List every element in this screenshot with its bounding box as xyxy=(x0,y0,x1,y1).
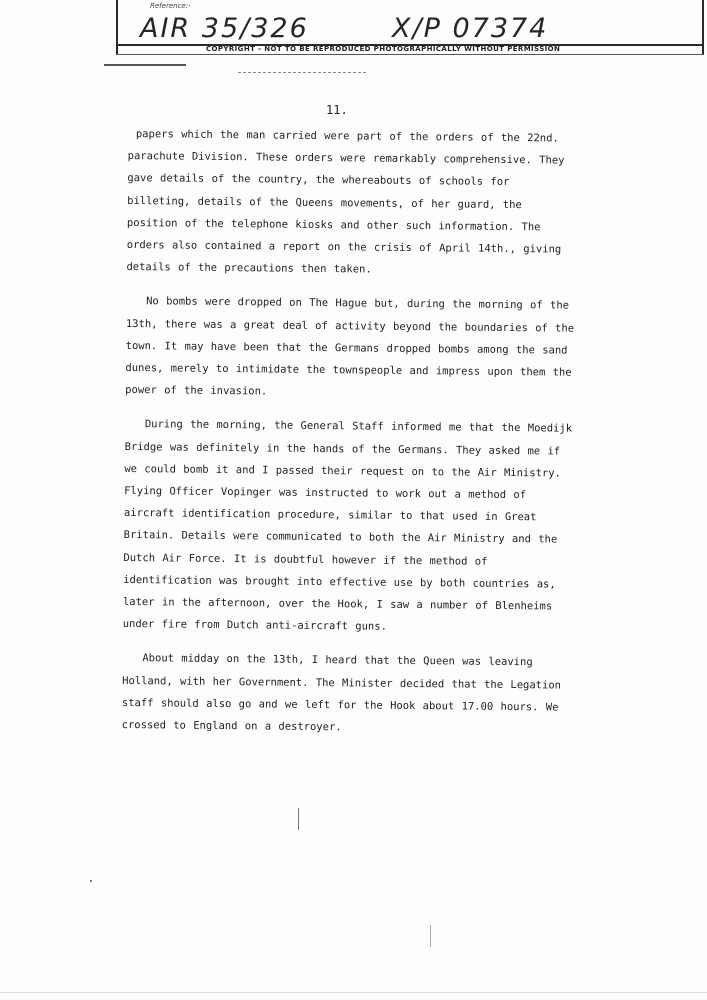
reference-stamp xyxy=(116,0,706,62)
reference-left: AIR 35/326 xyxy=(140,13,309,44)
stamp-frame-bottom-rule xyxy=(116,54,704,55)
scan-mark xyxy=(298,808,299,830)
header-underline xyxy=(104,64,186,66)
body-text xyxy=(121,123,578,753)
reference-label: Reference:- xyxy=(150,2,191,10)
paragraph-2: No bombs were dropped on The Hague but, during the morning of the 13th, there was a great deal of activity beyond the boundaries of the town. It may have been that the Germans dropped bombs among the sand dunes, merely to intimidate the townspeople and impress upon them the power of the invasion. xyxy=(125,295,575,398)
scan-speck xyxy=(90,880,92,882)
page-number: 11. xyxy=(326,103,348,117)
scan-mark-dotted xyxy=(430,925,431,947)
reference-right: X/P 07374 xyxy=(392,13,549,44)
scan-bottom-edge xyxy=(0,992,707,993)
copyright-notice: COPYRIGHT - NOT TO BE REPRODUCED PHOTOGRAPHICALLY WITHOUT PERMISSION xyxy=(206,45,561,53)
paragraph-1: papers which the man carried were part of the orders of the 22nd. parachute Division. These orders were remarkably comprehensive. They gave details of the country, the whereabouts of schools for billeting, details of the Queens movements, of her guard, the position of the telephone kiosks and other such information. The orders also contained a report on the crisis of April 14th., giving details of the precautions then taken. xyxy=(126,128,565,276)
paragraph-4: About midday on the 13th, I heard that the Queen was leaving Holland, with her Government. The Minister decided that the Legation staff should also go and we left for the Hook about 17.00 hours. We crossed to England on a destroyer. xyxy=(121,652,562,734)
paragraph-3: During the morning, the General Staff informed me that the Moedijk Bridge was definitely in the hands of the Germans. They asked me if we could bomb it and I passed their request on to the Air Ministry. Flying Officer Vopinger was instructed to work out a method of aircraft identification procedure, similar to that used in Great Britain. Details were communicated to both the Air Ministry and the Dutch Air Force. It is doubtful however if the method of identification was brought into effective use by both countries as, later in the afternoon, over the Hook, I saw a number of Blenheims under fire from Dutch anti-aircraft guns. xyxy=(122,418,573,634)
header-dashed-line xyxy=(238,72,366,73)
